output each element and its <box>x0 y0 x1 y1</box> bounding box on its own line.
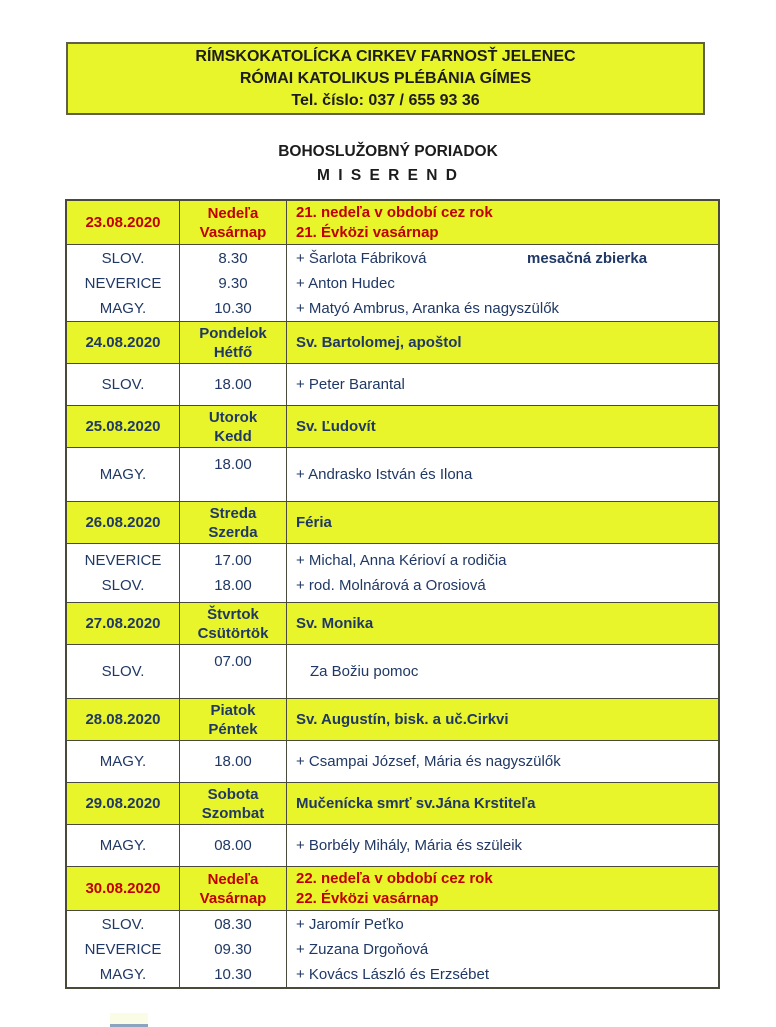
mass-row <box>67 910 718 987</box>
date-cell <box>67 502 179 543</box>
place-text: MAGY. <box>99 837 147 854</box>
day-header-row <box>67 698 718 740</box>
date-cell <box>67 783 179 824</box>
feast-cell <box>286 322 718 363</box>
intention-line <box>287 462 718 487</box>
intention-cell <box>286 448 718 501</box>
date-cell <box>67 201 179 244</box>
day-name-line: Kedd <box>214 427 252 445</box>
date-text: 24.08.2020 <box>85 334 161 351</box>
time-cell <box>179 245 286 321</box>
place-cell <box>67 911 179 987</box>
date-text: 23.08.2020 <box>85 214 161 231</box>
date-text: 27.08.2020 <box>85 615 161 632</box>
place-text: MAGY. <box>99 965 147 983</box>
parish-title-slovak: RÍMSKOKATOLÍCKA CIRKEV FARNOSŤ JELENEC <box>195 48 576 65</box>
place-text: NEVERICE <box>84 274 162 292</box>
place-text: MAGY. <box>99 299 147 317</box>
intention-text: + rod. Molnárová a Orosiová <box>296 577 486 594</box>
day-name-line: Hétfő <box>213 343 253 361</box>
place-cell <box>67 544 179 602</box>
day-name-line: Utorok <box>208 408 258 426</box>
intention-text: + Peter Barantal <box>296 376 405 393</box>
schedule-table <box>65 199 720 989</box>
intention-text: + Michal, Anna Kérioví a rodičia <box>296 552 507 569</box>
day-header-row <box>67 405 718 447</box>
subtitle-slovak: BOHOSLUŽOBNÝ PORIADOK <box>278 143 498 160</box>
intention-line <box>287 271 718 296</box>
intention-text: + Borbély Mihály, Mária és szüleik <box>296 837 523 854</box>
mass-row <box>67 244 718 321</box>
place-text: SLOV. <box>101 376 145 393</box>
day-name-cell <box>179 699 286 740</box>
mass-row <box>67 363 718 405</box>
time-cell <box>179 364 286 405</box>
day-name-line: Nedeľa <box>207 870 259 888</box>
feast-line: Sv. Augustín, bisk. a uč.Cirkvi <box>296 710 509 728</box>
intention-line <box>287 573 718 598</box>
parish-title-hungarian: RÓMAI KATOLIKUS PLÉBÁNIA GÍMES <box>239 70 532 87</box>
time-cell <box>179 645 286 698</box>
intention-line <box>287 937 718 962</box>
time-text: 9.30 <box>218 274 248 292</box>
subtitle-hungarian: M I S E R E N D <box>317 167 459 184</box>
time-cell <box>179 741 286 782</box>
feast-cell <box>286 603 718 644</box>
place-text: SLOV. <box>101 915 145 933</box>
document-subtitle <box>0 143 776 185</box>
day-name-line: Streda <box>209 504 257 522</box>
day-name-cell <box>179 867 286 910</box>
feast-cell <box>286 406 718 447</box>
time-text: 08.00 <box>214 837 252 854</box>
intention-text: + Šarlota Fábriková <box>296 249 427 267</box>
feast-cell <box>286 699 718 740</box>
intention-line <box>287 962 718 987</box>
feast-cell <box>286 201 718 244</box>
intention-cell <box>286 364 718 405</box>
intention-cell <box>286 741 718 782</box>
time-text: 8.30 <box>218 249 248 267</box>
date-text: 30.08.2020 <box>85 880 161 897</box>
date-cell <box>67 699 179 740</box>
intention-line <box>287 548 718 573</box>
feast-line: Féria <box>296 513 332 531</box>
day-name-line: Szerda <box>208 523 258 541</box>
day-name-line: Vasárnap <box>199 889 267 907</box>
time-text: 09.30 <box>214 940 252 958</box>
intention-cell <box>286 825 718 866</box>
place-cell <box>67 245 179 321</box>
day-header-row <box>67 321 718 363</box>
feast-line: 22. nedeľa v období cez rok <box>296 869 493 887</box>
intention-cell <box>286 245 718 321</box>
time-text: 10.30 <box>214 965 252 983</box>
day-header-row <box>67 866 718 910</box>
time-text: 07.00 <box>214 653 252 670</box>
mass-row <box>67 824 718 866</box>
day-name-line: Vasárnap <box>199 223 267 241</box>
date-text: 26.08.2020 <box>85 514 161 531</box>
place-cell <box>67 448 179 501</box>
day-name-cell <box>179 603 286 644</box>
mass-row <box>67 644 718 698</box>
feast-cell <box>286 502 718 543</box>
intention-line <box>287 833 718 858</box>
day-name-line: Sobota <box>207 785 259 803</box>
day-name-line: Csütörtök <box>197 624 269 642</box>
intention-cell <box>286 911 718 987</box>
place-cell <box>67 825 179 866</box>
feast-line: 21. nedeľa v období cez rok <box>296 203 493 221</box>
time-cell <box>179 825 286 866</box>
place-cell <box>67 645 179 698</box>
day-name-line: Štvrtok <box>207 605 259 623</box>
date-text: 28.08.2020 <box>85 711 161 728</box>
day-header-row <box>67 782 718 824</box>
feast-line: 21. Évközi vasárnap <box>296 223 439 241</box>
time-text: 18.00 <box>214 577 252 594</box>
date-text: 25.08.2020 <box>85 418 161 435</box>
intention-text: + Csampai József, Mária és nagyszülők <box>296 753 561 770</box>
feast-line: Sv. Bartolomej, apoštol <box>296 333 462 351</box>
parish-phone: Tel. číslo: 037 / 655 93 36 <box>291 92 480 109</box>
date-text: 29.08.2020 <box>85 795 161 812</box>
intention-line <box>287 659 718 684</box>
date-cell <box>67 406 179 447</box>
day-name-line: Pondelok <box>199 324 267 342</box>
intention-text: + Andrasko István és Ilona <box>296 466 473 483</box>
intention-cell <box>286 544 718 602</box>
place-text: MAGY. <box>99 753 147 770</box>
place-text: SLOV. <box>101 663 145 680</box>
intention-text: + Matyó Ambrus, Aranka és nagyszülők <box>296 299 560 317</box>
feast-line: Sv. Ľudovít <box>296 417 376 435</box>
feast-line: 22. Évközi vasárnap <box>296 889 439 907</box>
mass-row <box>67 447 718 501</box>
date-cell <box>67 322 179 363</box>
day-name-cell <box>179 783 286 824</box>
time-cell <box>179 911 286 987</box>
mass-row <box>67 543 718 602</box>
day-name-line: Szombat <box>201 804 265 822</box>
place-text: NEVERICE <box>84 940 162 958</box>
date-cell <box>67 603 179 644</box>
time-cell <box>179 544 286 602</box>
place-text: MAGY. <box>99 466 147 483</box>
time-cell <box>179 448 286 501</box>
intention-cell <box>286 645 718 698</box>
day-name-cell <box>179 502 286 543</box>
place-text: SLOV. <box>101 249 145 267</box>
place-text: SLOV. <box>101 577 145 594</box>
place-text: NEVERICE <box>84 552 162 569</box>
intention-line <box>287 749 718 774</box>
feast-line: Sv. Monika <box>296 614 374 632</box>
intention-text: + Jaromír Peťko <box>296 915 404 933</box>
time-text: 08.30 <box>214 915 252 933</box>
day-name-line: Nedeľa <box>207 204 259 222</box>
day-name-line: Piatok <box>210 701 256 719</box>
mass-row <box>67 740 718 782</box>
intention-line <box>287 246 718 271</box>
day-name-line: Péntek <box>208 720 258 738</box>
feast-line: Mučenícka smrť sv.Jána Krstiteľa <box>296 794 536 812</box>
time-text: 17.00 <box>214 552 252 569</box>
time-text: 18.00 <box>214 753 252 770</box>
day-header-row <box>67 201 718 244</box>
day-header-row <box>67 602 718 644</box>
intention-text: + Anton Hudec <box>296 274 395 292</box>
collection-note: mesačná zbierka <box>527 249 648 267</box>
place-cell <box>67 364 179 405</box>
date-cell <box>67 867 179 910</box>
intention-text: + Kovács László és Erzsébet <box>296 965 490 983</box>
time-text: 10.30 <box>214 299 252 317</box>
intention-line <box>287 372 718 397</box>
feast-cell <box>286 867 718 910</box>
feast-cell <box>286 783 718 824</box>
parish-header-box <box>66 42 705 115</box>
day-name-cell <box>179 322 286 363</box>
place-cell <box>67 741 179 782</box>
intention-line <box>287 912 718 937</box>
time-text: 18.00 <box>214 376 252 393</box>
intention-line <box>287 296 718 321</box>
day-name-cell <box>179 406 286 447</box>
intention-text: Za Božiu pomoc <box>310 663 419 680</box>
day-name-cell <box>179 201 286 244</box>
day-header-row <box>67 501 718 543</box>
intention-text: + Zuzana Drgoňová <box>296 940 429 958</box>
time-text: 18.00 <box>214 456 252 473</box>
page-bottom-partial-box <box>110 1013 148 1027</box>
